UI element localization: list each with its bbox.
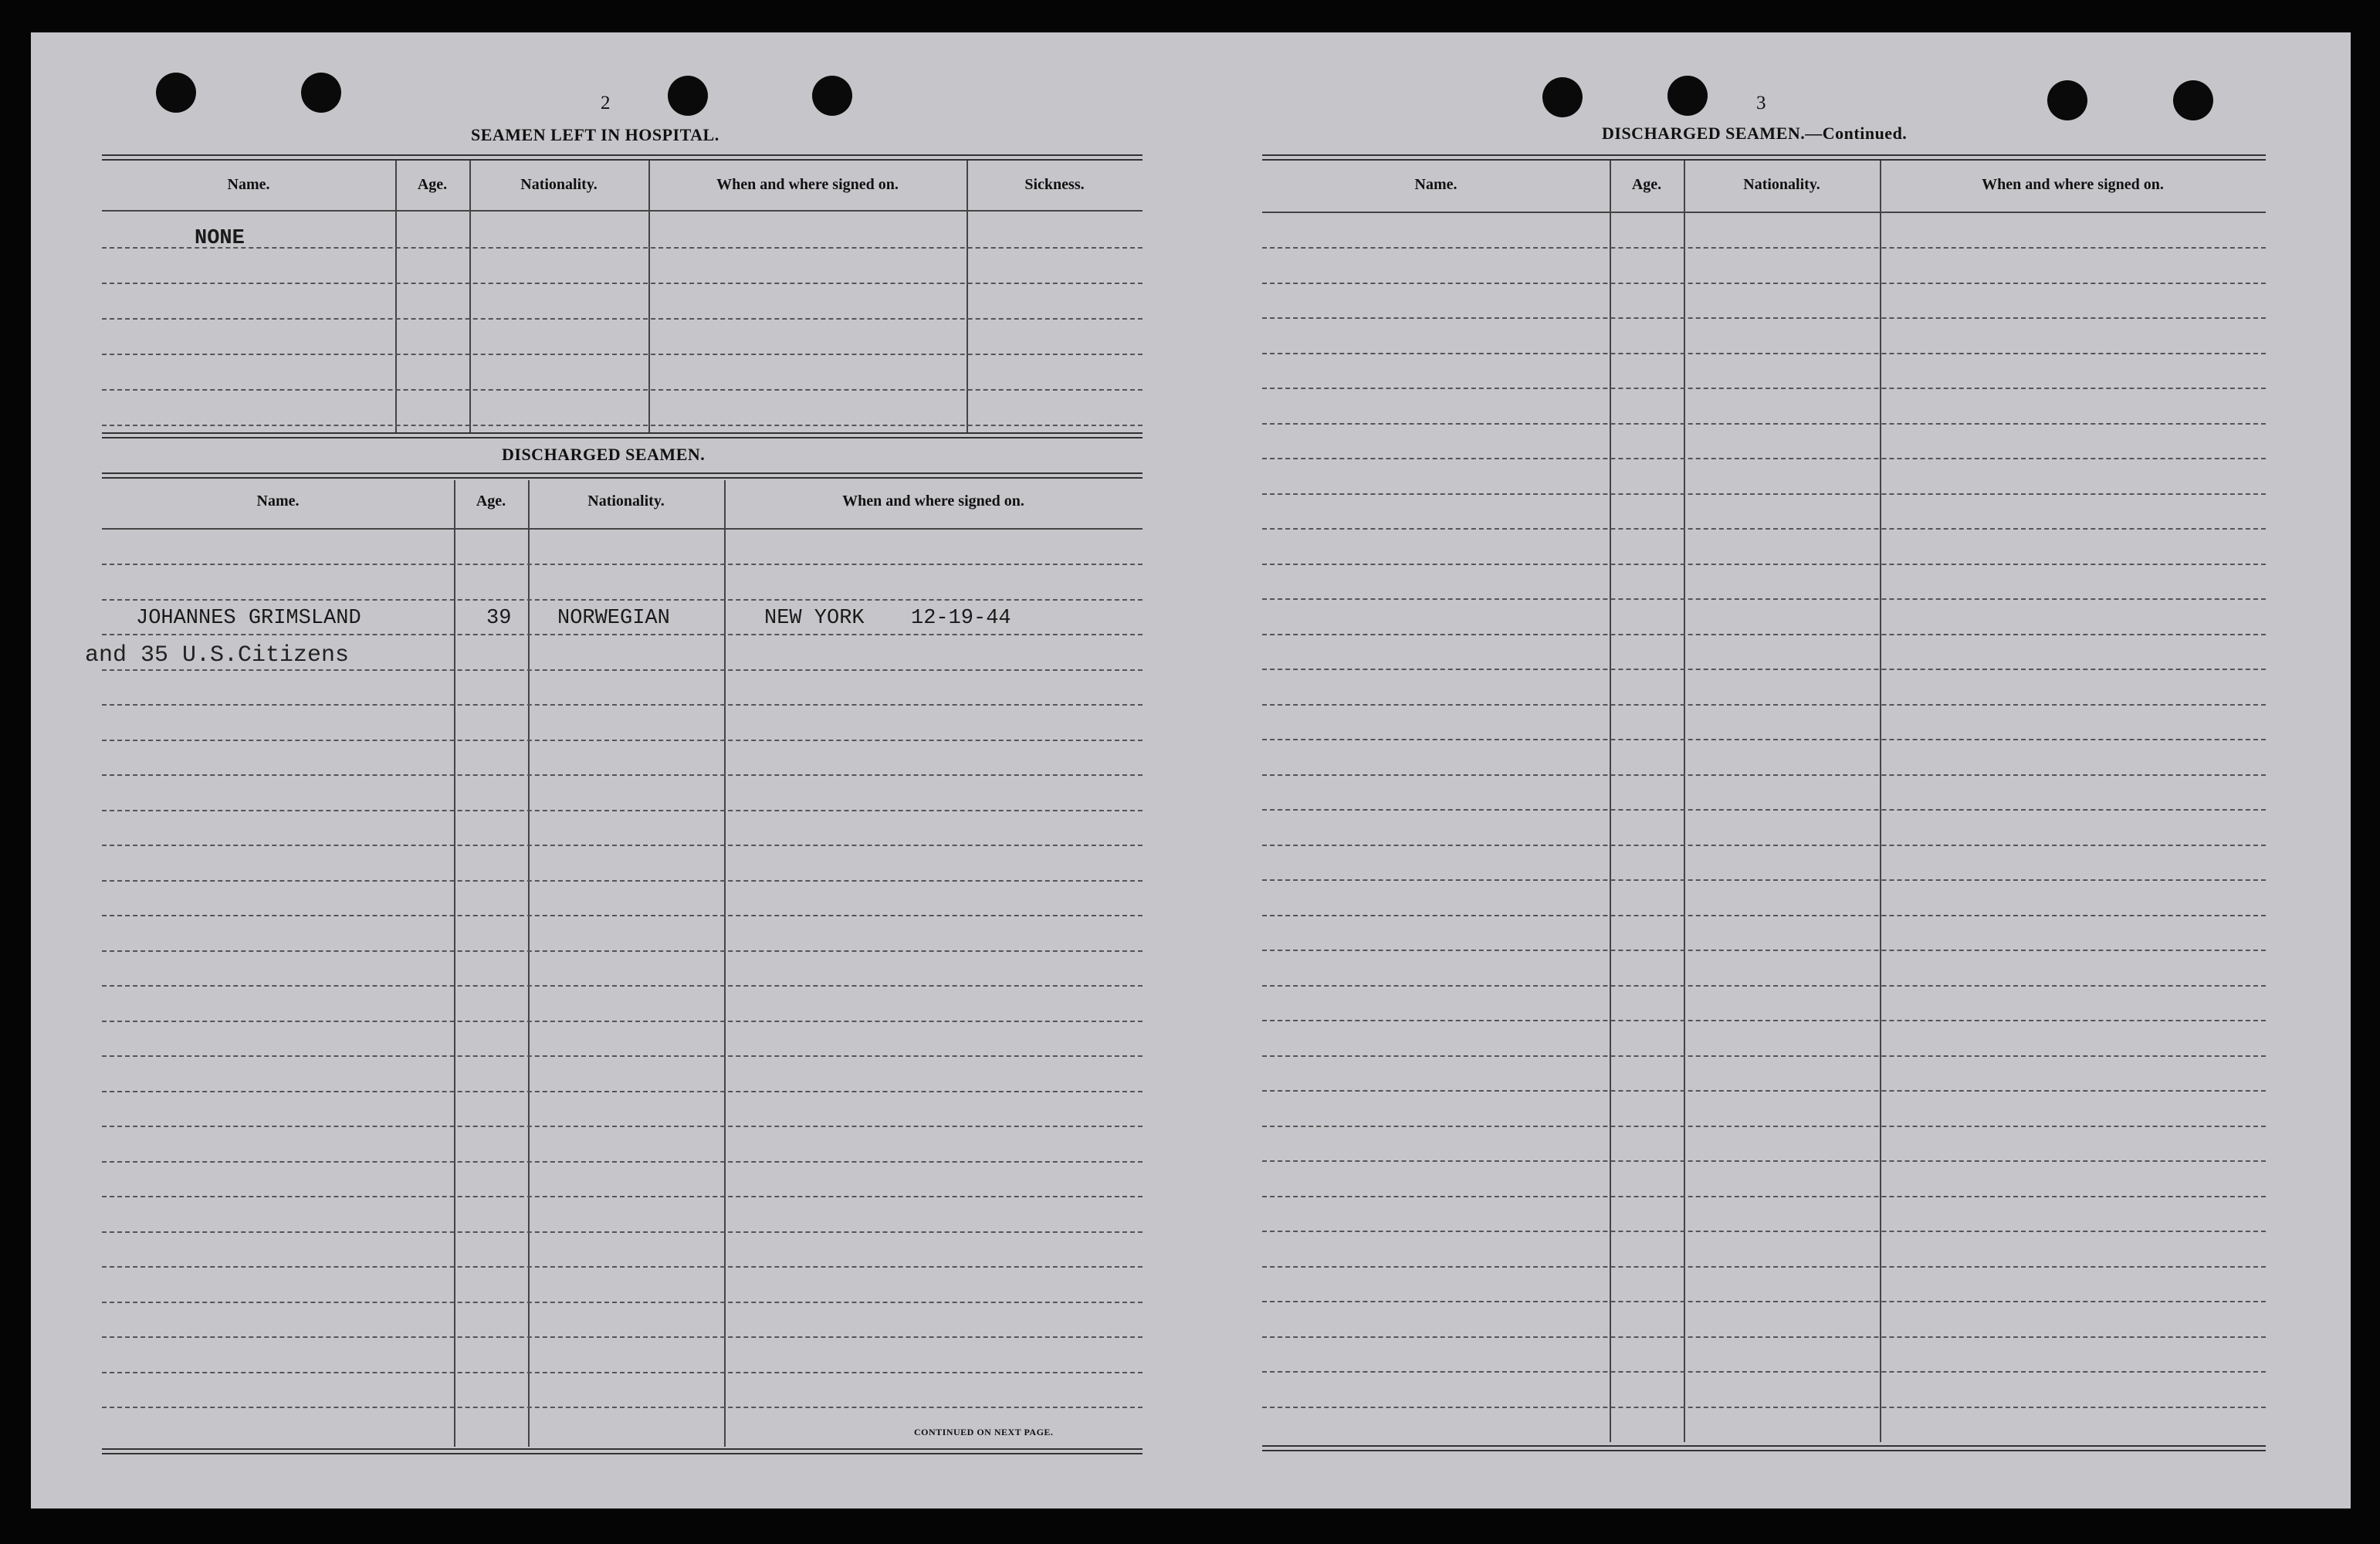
ruled-line: [102, 810, 1143, 811]
ruled-line: [102, 318, 1143, 320]
hospital-col-divider: [648, 161, 650, 432]
seaman-name: JOHANNES GRIMSLAND: [136, 607, 361, 630]
right-page: [1193, 32, 2351, 1508]
punch-hole: [812, 76, 852, 116]
page-number: 2: [601, 93, 611, 113]
continued-top-rule: [1262, 154, 2266, 161]
left-page: [31, 32, 1195, 1508]
ruled-line: [1262, 493, 2266, 495]
ruled-line: [1262, 388, 2266, 389]
continued-header-nationality: Nationality.: [1743, 176, 1820, 193]
ruled-line: [1262, 774, 2266, 776]
ruled-line: [102, 845, 1143, 846]
ruled-line: [102, 425, 1143, 426]
continued-header-rule: [1262, 212, 2266, 213]
ruled-line: [1262, 950, 2266, 951]
punch-hole: [1667, 76, 1708, 116]
hospital-top-rule: [102, 154, 1143, 161]
ruled-line: [1262, 1371, 2266, 1373]
punch-hole: [2173, 80, 2213, 120]
ruled-line: [1262, 564, 2266, 565]
ruled-line: [102, 1302, 1143, 1303]
ruled-line: [102, 880, 1143, 882]
punch-hole: [2047, 80, 2087, 120]
ruled-line: [1262, 704, 2266, 706]
ruled-line: [102, 1266, 1143, 1268]
ruled-line: [102, 774, 1143, 776]
hospital-header-signed-on: When and where signed on.: [716, 176, 899, 193]
hospital-bottom-rule: [102, 432, 1143, 438]
punch-hole: [1542, 77, 1583, 117]
hospital-header-name: Name.: [227, 176, 270, 193]
ruled-line: [102, 634, 1143, 635]
hospital-entry: NONE: [195, 227, 245, 250]
ruled-line: [1262, 1231, 2266, 1232]
ruled-line: [1262, 283, 2266, 284]
ruled-line: [102, 950, 1143, 952]
ruled-line: [102, 1021, 1143, 1022]
ruled-line: [1262, 528, 2266, 530]
discharged-top-rule: [102, 472, 1143, 479]
ruled-line: [1262, 423, 2266, 425]
discharged-header-signed-on: When and where signed on.: [842, 493, 1024, 510]
page-number: 3: [1756, 93, 1766, 113]
ruled-line: [1262, 985, 2266, 987]
hospital-header-sickness: Sickness.: [1024, 176, 1085, 193]
ruled-line: [102, 1372, 1143, 1373]
ruled-line: [1262, 1090, 2266, 1092]
ruled-line: [102, 283, 1143, 284]
ruled-line: [102, 564, 1143, 565]
ruled-line: [1262, 1336, 2266, 1338]
ruled-line: [102, 1091, 1143, 1092]
ruled-line: [1262, 809, 2266, 811]
continued-footer: CONTINUED ON NEXT PAGE.: [914, 1427, 1054, 1437]
ruled-line: [1262, 598, 2266, 600]
ruled-line: [102, 669, 1143, 671]
ruled-line: [1262, 458, 2266, 459]
hospital-col-divider: [395, 161, 397, 432]
ruled-line: [102, 1126, 1143, 1127]
ruled-line: [102, 985, 1143, 987]
ruled-line: [1262, 317, 2266, 319]
ruled-line: [102, 915, 1143, 916]
hospital-col-divider: [967, 161, 968, 432]
ruled-line: [102, 1161, 1143, 1163]
ruled-line: [1262, 1055, 2266, 1057]
ruled-line: [1262, 1160, 2266, 1162]
ruled-line: [102, 247, 1143, 249]
ruled-line: [102, 704, 1143, 706]
ruled-line: [102, 740, 1143, 741]
discharged-continued-title: [1602, 124, 1907, 144]
seaman-age: 39: [486, 607, 512, 630]
hospital-section-title: SEAMEN LEFT IN HOSPITAL.: [471, 125, 719, 144]
hospital-col-divider: [469, 161, 471, 432]
ruled-line: [1262, 879, 2266, 881]
ruled-line: [102, 599, 1143, 601]
ruled-line: [1262, 669, 2266, 670]
hospital-header-rule: [102, 210, 1143, 212]
discharged-bottom-rule: [102, 1448, 1143, 1454]
continued-header-name: Name.: [1414, 176, 1457, 193]
continued-bottom-rule: [1262, 1445, 2266, 1451]
discharged-header-age: Age.: [476, 493, 506, 510]
ruled-line: [1262, 1407, 2266, 1408]
seaman-nationality: NORWEGIAN: [557, 607, 670, 630]
hospital-header-nationality: Nationality.: [520, 176, 598, 193]
seaman-signed-on-date: 12-19-44: [911, 607, 1011, 630]
ruled-line: [1262, 247, 2266, 249]
ruled-line: [102, 389, 1143, 391]
ruled-line: [1262, 1301, 2266, 1302]
punch-hole: [156, 73, 196, 113]
ruled-line: [1262, 353, 2266, 354]
ruled-line: [102, 1231, 1143, 1233]
ruled-line: [1262, 915, 2266, 916]
ruled-line: [102, 1336, 1143, 1338]
ruled-line: [102, 1196, 1143, 1197]
ruled-line: [1262, 845, 2266, 846]
discharged-section-title: DISCHARGED SEAMEN.: [502, 445, 706, 464]
ruled-line: [1262, 1020, 2266, 1021]
handwritten-note: and 35 U.S.Citizens: [85, 642, 350, 669]
ruled-line: [102, 1407, 1143, 1408]
hospital-header-age: Age.: [417, 176, 448, 193]
ruled-line: [1262, 1126, 2266, 1127]
ruled-line: [1262, 739, 2266, 740]
punch-hole: [301, 73, 341, 113]
ruled-line: [1262, 1266, 2266, 1268]
discharged-header-nationality: Nationality.: [587, 493, 665, 510]
ruled-line: [102, 1055, 1143, 1057]
continued-header-signed-on: When and where signed on.: [1982, 176, 2164, 193]
discharged-header-rule: [102, 528, 1143, 530]
ruled-line: [1262, 1196, 2266, 1197]
punch-hole: [668, 76, 708, 116]
ruled-line: [102, 354, 1143, 355]
discharged-header-name: Name.: [256, 493, 300, 510]
discharged-continued-title-main: DISCHARGED SEAMEN.: [1602, 124, 1806, 143]
seaman-signed-on-place: NEW YORK: [764, 607, 865, 630]
continued-label: —Continued.: [1805, 124, 1908, 143]
ruled-line: [1262, 634, 2266, 635]
continued-header-age: Age.: [1631, 176, 1662, 193]
